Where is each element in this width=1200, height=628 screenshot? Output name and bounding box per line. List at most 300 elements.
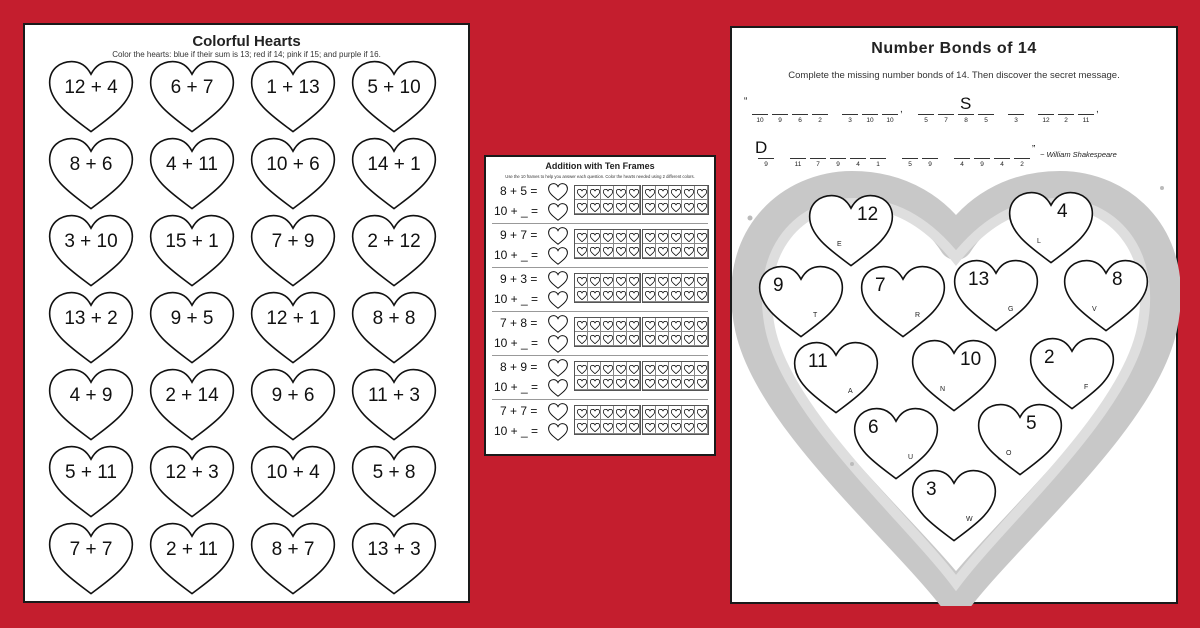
frame-heart-icon: [629, 423, 639, 432]
make-ten-question: 10 + _ =: [494, 292, 539, 306]
heart-equation: 4 + 11: [166, 154, 218, 175]
heart-equation: 12 + 1: [266, 308, 320, 329]
frame-heart-icon: [629, 335, 639, 344]
heart-letter: O: [1006, 450, 1012, 457]
ten-frame-row: [492, 401, 708, 444]
ten-frame[interactable]: [574, 317, 641, 347]
heart-problem[interactable]: [47, 213, 135, 289]
ten-frame[interactable]: [574, 405, 641, 435]
frame-heart-icon: [590, 335, 600, 344]
frame-heart-icon: [671, 247, 681, 256]
heart-problem[interactable]: [148, 290, 236, 366]
ten-frame[interactable]: [642, 317, 709, 347]
answer-blank: [1038, 114, 1054, 115]
blank-number: 5: [924, 117, 928, 124]
frame-heart-icon: [658, 335, 668, 344]
blank-number: 9: [764, 161, 768, 168]
frame-heart-icon: [645, 277, 655, 286]
heart-equation: 5 + 10: [367, 77, 421, 98]
heart-equation: 10 + 6: [266, 154, 320, 175]
frame-heart-icon: [684, 189, 694, 198]
make-ten-question: 10 + _ =: [494, 336, 539, 350]
number-heart[interactable]: [807, 193, 895, 269]
frame-heart-icon: [603, 247, 613, 256]
heart-problem[interactable]: [148, 444, 236, 520]
heart-problem[interactable]: [249, 213, 337, 289]
frame-heart-icon: [590, 409, 600, 418]
frame-heart-icon: [616, 379, 626, 388]
frame-heart-icon: [684, 291, 694, 300]
number-heart[interactable]: [1028, 336, 1116, 412]
ten-frame-row: [492, 269, 708, 312]
frame-heart-icon: [697, 335, 707, 344]
answer-blank: [1078, 114, 1094, 115]
answer-heart-icon[interactable]: [548, 271, 568, 289]
frame-heart-icon: [603, 291, 613, 300]
frame-heart-icon: [645, 335, 655, 344]
frame-heart-icon: [645, 423, 655, 432]
frame-heart-icon: [671, 233, 681, 242]
answer-heart-icon[interactable]: [548, 315, 568, 333]
frame-heart-icon: [616, 335, 626, 344]
frame-heart-icon: [671, 409, 681, 418]
comma: ,: [1096, 104, 1099, 115]
addition-question: 9 + 7 =: [500, 228, 538, 242]
frame-heart-icon: [577, 203, 587, 212]
frame-heart-icon: [697, 321, 707, 330]
blank-number: 9: [980, 161, 984, 168]
frame-heart-icon: [603, 321, 613, 330]
heart-icon: [1007, 190, 1095, 266]
heart-problem[interactable]: [350, 59, 438, 135]
answer-blank: [958, 114, 974, 115]
heart-equation: 2 + 11: [166, 539, 218, 560]
frame-heart-icon: [684, 321, 694, 330]
heart-number: 3: [926, 479, 937, 500]
answer-heart-icon[interactable]: [548, 423, 568, 441]
frame-heart-icon: [629, 277, 639, 286]
heart-equation: 9 + 5: [170, 308, 214, 329]
frame-heart-icon: [684, 409, 694, 418]
frame-heart-icon: [658, 203, 668, 212]
heart-problem[interactable]: [47, 444, 135, 520]
heart-equation: 15 + 1: [165, 231, 219, 252]
heart-icon: [910, 468, 998, 544]
heart-problem[interactable]: [249, 136, 337, 212]
make-ten-question: 10 + _ =: [494, 204, 539, 218]
heart-letter: T: [813, 312, 818, 319]
frame-heart-icon: [658, 189, 668, 198]
blank-number: 12: [1042, 117, 1050, 124]
frame-heart-icon: [697, 203, 707, 212]
heart-number: 4: [1057, 201, 1068, 222]
number-heart[interactable]: [910, 468, 998, 544]
frame-heart-icon: [590, 233, 600, 242]
frame-heart-icon: [629, 247, 639, 256]
answer-blank: [882, 114, 898, 115]
answer-heart-icon[interactable]: [548, 203, 568, 221]
comma: ,: [900, 104, 903, 115]
frame-heart-icon: [684, 233, 694, 242]
heart-letter: L: [1037, 238, 1041, 245]
heart-equation: 9 + 6: [271, 385, 315, 406]
frame-heart-icon: [629, 321, 639, 330]
heart-problem[interactable]: [249, 521, 337, 597]
frame-heart-icon: [629, 409, 639, 418]
heart-equation: 3 + 10: [64, 231, 118, 252]
heart-letter: G: [1008, 306, 1014, 313]
number-heart[interactable]: [792, 340, 880, 416]
frame-heart-icon: [658, 423, 668, 432]
frame-heart-icon: [577, 335, 587, 344]
number-heart[interactable]: [757, 264, 845, 340]
frame-heart-icon: [671, 291, 681, 300]
frame-heart-icon: [658, 291, 668, 300]
frame-heart-icon: [577, 277, 587, 286]
answer-heart-icon[interactable]: [548, 379, 568, 397]
heart-problem[interactable]: [148, 136, 236, 212]
heart-problem[interactable]: [148, 521, 236, 597]
heart-equation: 2 + 12: [367, 231, 421, 252]
heart-number: 9: [773, 275, 784, 296]
frame-heart-icon: [671, 189, 681, 198]
frame-heart-icon: [616, 409, 626, 418]
frame-heart-icon: [671, 277, 681, 286]
ten-frames-instructions: Use the 10 frames to help you answer each question. Color the hearts needed using 2 different colors.: [505, 174, 695, 179]
heart-problem[interactable]: [350, 136, 438, 212]
heart-equation: 7 + 9: [271, 231, 315, 252]
heart-equation: 5 + 8: [372, 462, 416, 483]
frame-heart-icon: [603, 335, 613, 344]
frame-heart-icon: [629, 379, 639, 388]
blank-number: 6: [798, 117, 802, 124]
number-heart[interactable]: [1062, 258, 1150, 334]
addition-question: 9 + 3 =: [500, 272, 538, 286]
answer-heart-icon[interactable]: [548, 291, 568, 309]
heart-problem[interactable]: [249, 290, 337, 366]
heart-problem[interactable]: [47, 290, 135, 366]
frame-heart-icon: [658, 365, 668, 374]
quote-attribution: ~ William Shakespeare: [1040, 150, 1117, 159]
heart-equation: 4 + 9: [69, 385, 113, 406]
blank-number: 10: [866, 117, 874, 124]
colorful-hearts-title: Colorful Hearts: [192, 33, 301, 50]
blank-number: 1: [876, 161, 880, 168]
frame-heart-icon: [603, 409, 613, 418]
frame-heart-icon: [671, 335, 681, 344]
heart-icon: [1062, 258, 1150, 334]
answer-blank: [922, 158, 938, 159]
answer-blank: [938, 114, 954, 115]
heart-problem[interactable]: [350, 213, 438, 289]
blank-number: 4: [856, 161, 860, 168]
frame-heart-icon: [590, 203, 600, 212]
answer-heart-icon[interactable]: [548, 227, 568, 245]
frame-heart-icon: [697, 423, 707, 432]
heart-icon: [807, 193, 895, 269]
answer-blank: [752, 114, 768, 115]
answer-blank: [994, 158, 1010, 159]
answer-blank: [772, 114, 788, 115]
number-bonds-title: Number Bonds of 14: [871, 40, 1037, 57]
blank-number: 7: [816, 161, 820, 168]
frame-heart-icon: [577, 189, 587, 198]
heart-equation: 14 + 1: [367, 154, 421, 175]
blank-number: 4: [960, 161, 964, 168]
frame-heart-icon: [697, 247, 707, 256]
make-ten-question: 10 + _ =: [494, 248, 539, 262]
frame-heart-icon: [658, 379, 668, 388]
frame-heart-icon: [697, 233, 707, 242]
answer-blank: [810, 158, 826, 159]
frame-heart-icon: [671, 365, 681, 374]
addition-question: 7 + 7 =: [500, 404, 538, 418]
heart-equation: 8 + 7: [271, 539, 315, 560]
ten-frame[interactable]: [642, 405, 709, 435]
heart-letter: N: [940, 386, 946, 393]
heart-number: 5: [1026, 413, 1037, 434]
heart-letter: U: [908, 454, 914, 461]
heart-number: 12: [857, 204, 879, 225]
frame-heart-icon: [603, 423, 613, 432]
frame-heart-icon: [603, 203, 613, 212]
answer-heart-icon[interactable]: [548, 247, 568, 265]
answer-blank: [1008, 114, 1024, 115]
heart-equation: 2 + 14: [165, 385, 219, 406]
heart-equation: 8 + 6: [69, 154, 113, 175]
frame-heart-icon: [629, 291, 639, 300]
addition-question: 8 + 5 =: [500, 184, 538, 198]
ten-frame[interactable]: [574, 361, 641, 391]
frame-heart-icon: [684, 247, 694, 256]
ten-frames-title: Addition with Ten Frames: [545, 161, 655, 171]
frame-heart-icon: [697, 365, 707, 374]
number-bonds-instructions: Complete the missing number bonds of 14. Then discover the secret message.: [788, 70, 1120, 81]
answer-heart-icon[interactable]: [548, 359, 568, 377]
blank-number: 2: [1064, 117, 1068, 124]
heart-number: 8: [1112, 269, 1123, 290]
frame-heart-icon: [577, 321, 587, 330]
ten-frame[interactable]: [574, 185, 641, 215]
frame-heart-icon: [645, 203, 655, 212]
frame-heart-icon: [577, 247, 587, 256]
given-letter: D: [755, 138, 768, 157]
blank-number: 9: [928, 161, 932, 168]
given-letter: S: [960, 94, 972, 113]
frame-heart-icon: [645, 291, 655, 300]
heart-problem[interactable]: [350, 521, 438, 597]
frame-heart-icon: [645, 233, 655, 242]
heart-problem[interactable]: [350, 367, 438, 443]
heart-letter: A: [848, 388, 853, 395]
heart-equation: 7 + 7: [69, 539, 113, 560]
frame-heart-icon: [671, 321, 681, 330]
frame-heart-icon: [616, 291, 626, 300]
frame-heart-icon: [697, 379, 707, 388]
frame-heart-icon: [590, 379, 600, 388]
frame-heart-icon: [616, 203, 626, 212]
answer-blank: [974, 158, 990, 159]
frame-heart-icon: [629, 189, 639, 198]
heart-number: 2: [1044, 347, 1055, 368]
heart-equation: 11 + 3: [368, 385, 420, 406]
frame-heart-icon: [629, 365, 639, 374]
addition-question: 7 + 8 =: [500, 316, 538, 330]
answer-blank: [918, 114, 934, 115]
heart-number: 10: [960, 349, 982, 370]
heart-equation: 13 + 3: [367, 539, 421, 560]
blank-number: 10: [756, 117, 764, 124]
frame-heart-icon: [590, 189, 600, 198]
heart-problem[interactable]: [47, 136, 135, 212]
frame-heart-icon: [697, 291, 707, 300]
answer-blank: [954, 158, 970, 159]
blank-number: 11: [794, 161, 802, 168]
frame-heart-icon: [577, 423, 587, 432]
frame-heart-icon: [645, 247, 655, 256]
number-heart[interactable]: [976, 402, 1064, 478]
frame-heart-icon: [590, 321, 600, 330]
blank-number: 5: [984, 117, 988, 124]
frame-heart-icon: [577, 379, 587, 388]
frame-heart-icon: [658, 277, 668, 286]
addition-question: 8 + 9 =: [500, 360, 538, 374]
frame-heart-icon: [658, 247, 668, 256]
answer-blank: [870, 158, 886, 159]
answer-blank: [812, 114, 828, 115]
heart-equation: 1 + 13: [266, 77, 320, 98]
ten-frame[interactable]: [642, 361, 709, 391]
answer-blank: [902, 158, 918, 159]
heart-problem[interactable]: [148, 59, 236, 135]
frame-heart-icon: [697, 277, 707, 286]
heart-problem[interactable]: [47, 367, 135, 443]
frame-heart-icon: [684, 423, 694, 432]
colorful-hearts-instructions: Color the hearts: blue if their sum is 13; red if 14; pink if 15; and purple if 16.: [112, 50, 381, 59]
close-quote: ”: [1032, 144, 1036, 155]
answer-blank: [758, 158, 774, 159]
frame-heart-icon: [616, 321, 626, 330]
heart-problem[interactable]: [350, 290, 438, 366]
frame-heart-icon: [616, 277, 626, 286]
heart-number: 13: [968, 269, 990, 290]
make-ten-question: 10 + _ =: [494, 380, 539, 394]
heart-problem[interactable]: [249, 444, 337, 520]
ten-frame[interactable]: [642, 273, 709, 303]
ten-frames-worksheet: [484, 155, 716, 456]
heart-letter: E: [837, 241, 842, 248]
frame-heart-icon: [577, 233, 587, 242]
ten-frame-row: [492, 225, 708, 268]
heart-icon: [792, 340, 880, 416]
frame-heart-icon: [629, 233, 639, 242]
heart-problem[interactable]: [350, 444, 438, 520]
frame-heart-icon: [645, 379, 655, 388]
ten-frame[interactable]: [642, 185, 709, 215]
blank-number: 2: [818, 117, 822, 124]
heart-icon: [1028, 336, 1116, 412]
number-heart[interactable]: [859, 264, 947, 340]
blank-number: 4: [1000, 161, 1004, 168]
frame-heart-icon: [590, 277, 600, 286]
heart-equation: 12 + 3: [165, 462, 219, 483]
frame-heart-icon: [590, 291, 600, 300]
frame-heart-icon: [616, 423, 626, 432]
heart-problem[interactable]: [148, 367, 236, 443]
answer-blank: [1058, 114, 1074, 115]
heart-equation: 6 + 7: [170, 77, 214, 98]
ten-frame[interactable]: [642, 229, 709, 259]
heart-number: 7: [875, 275, 886, 296]
heart-icon: [757, 264, 845, 340]
frame-heart-icon: [645, 321, 655, 330]
answer-blank: [862, 114, 878, 115]
blank-number: 2: [1020, 161, 1024, 168]
frame-heart-icon: [616, 247, 626, 256]
frame-heart-icon: [603, 189, 613, 198]
number-heart[interactable]: [1007, 190, 1095, 266]
heart-problem[interactable]: [249, 367, 337, 443]
frame-heart-icon: [671, 379, 681, 388]
frame-heart-icon: [629, 203, 639, 212]
answer-blank: [978, 114, 994, 115]
heart-problem[interactable]: [47, 59, 135, 135]
frame-heart-icon: [697, 189, 707, 198]
frame-heart-icon: [603, 277, 613, 286]
ten-frame-row: [492, 181, 708, 224]
answer-heart-icon[interactable]: [548, 183, 568, 201]
frame-heart-icon: [577, 409, 587, 418]
heart-icon: [859, 264, 947, 340]
ten-frame[interactable]: [574, 273, 641, 303]
blank-number: 10: [886, 117, 894, 124]
number-heart[interactable]: [952, 258, 1040, 334]
frame-heart-icon: [577, 291, 587, 300]
heart-letter: W: [966, 516, 973, 523]
heart-problem[interactable]: [148, 213, 236, 289]
open-quote: “: [744, 96, 748, 107]
frame-heart-icon: [590, 247, 600, 256]
frame-heart-icon: [616, 365, 626, 374]
frame-heart-icon: [684, 277, 694, 286]
heart-number: 11: [808, 351, 828, 372]
heart-icon: [976, 402, 1064, 478]
heart-problem[interactable]: [47, 521, 135, 597]
answer-blank: [842, 114, 858, 115]
frame-heart-icon: [645, 409, 655, 418]
frame-heart-icon: [603, 379, 613, 388]
heart-icon: [952, 258, 1040, 334]
blank-number: 7: [944, 117, 948, 124]
answer-blank: [830, 158, 846, 159]
ten-frame-row: [492, 313, 708, 356]
heart-problem[interactable]: [249, 59, 337, 135]
heart-letter: V: [1092, 306, 1097, 313]
colorful-hearts-worksheet: [23, 23, 470, 603]
frame-heart-icon: [590, 365, 600, 374]
frame-heart-icon: [645, 365, 655, 374]
frame-heart-icon: [645, 189, 655, 198]
frame-heart-icon: [684, 365, 694, 374]
ten-frame[interactable]: [574, 229, 641, 259]
answer-heart-icon[interactable]: [548, 335, 568, 353]
answer-heart-icon[interactable]: [548, 403, 568, 421]
frame-heart-icon: [658, 233, 668, 242]
heart-letter: R: [915, 312, 921, 319]
answer-blank: [1014, 158, 1030, 159]
frame-heart-icon: [671, 203, 681, 212]
heart-equation: 8 + 8: [372, 308, 416, 329]
